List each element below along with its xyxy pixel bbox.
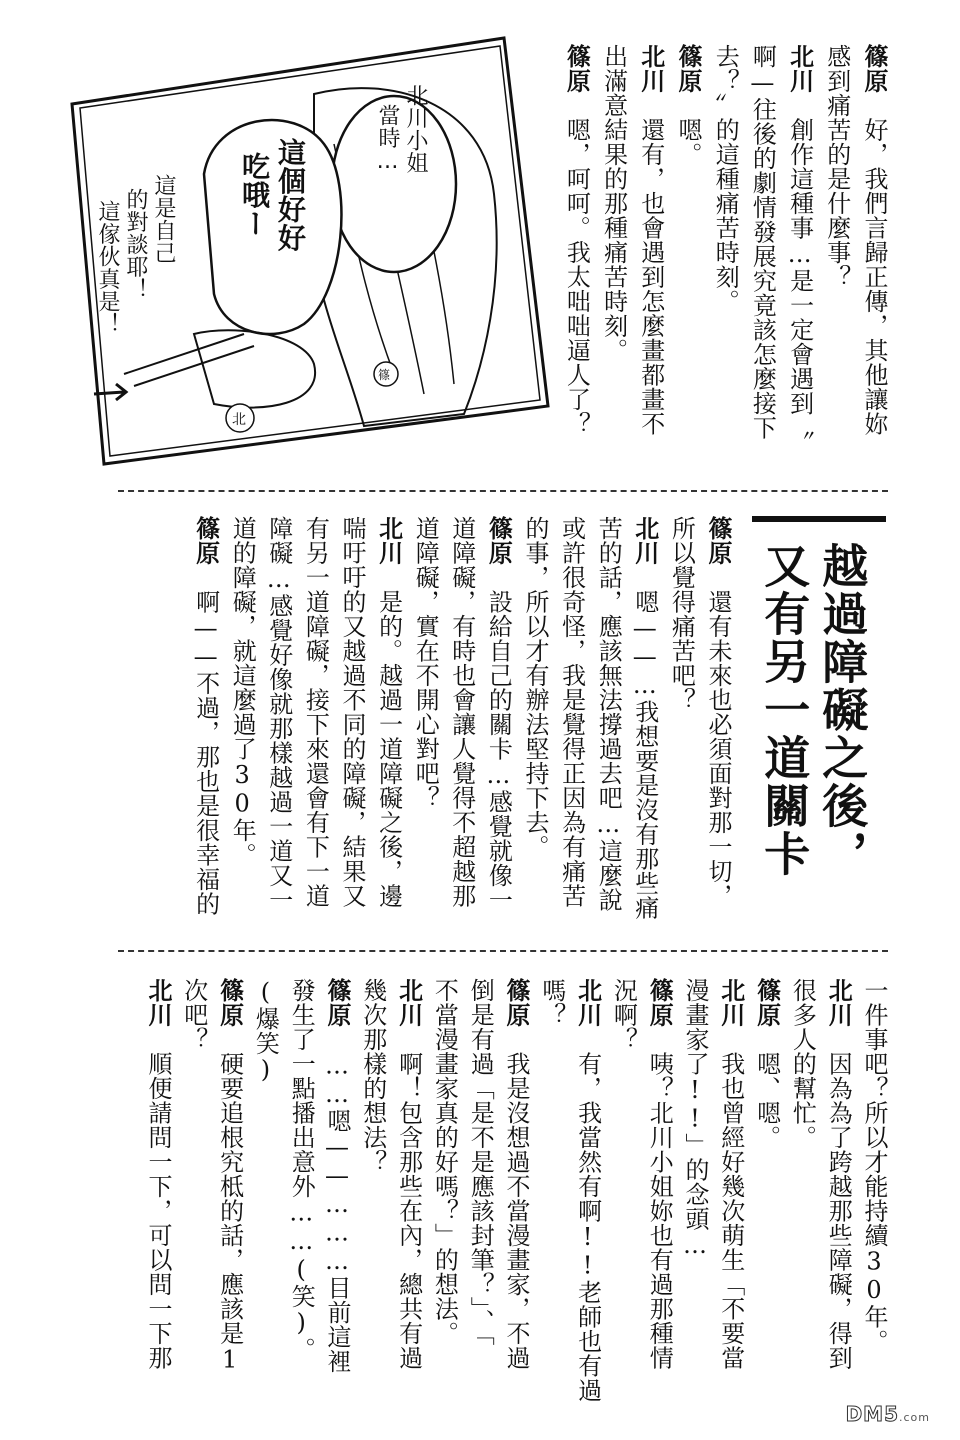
dialogue-text: 我是沒想過不當漫畫家，不過 (502, 1051, 530, 1370)
section-title-line-2: 又有另一道關卡 (757, 542, 812, 878)
dialogue-line (504, 978, 528, 1370)
dialogue-line (215, 978, 244, 1374)
dialogue-line (752, 978, 781, 1150)
speaker-name: 北川 (716, 978, 745, 1027)
dialogue-text: 創作這種事…是一定會遇到〝 (785, 117, 814, 440)
badge-kita: 北 (232, 412, 246, 428)
bubble-big-line-2: 吃哦ー (238, 152, 271, 238)
section-title-line-1: 越過障礙之後， (815, 542, 870, 878)
speaker-gap (375, 565, 403, 590)
dialogue-line (146, 978, 170, 1370)
dialogue-line (711, 44, 740, 314)
dialogue-text: 嗯——…我想要是沒有那些痛 (630, 589, 659, 920)
speaker-gap (860, 93, 888, 118)
dialogue-text: 道障礙，有時也會讓人覺得不超越那 (447, 516, 476, 908)
bubble-big-line-1: 這個好好 (274, 138, 307, 252)
speaker-gap (674, 93, 702, 118)
speaker-name: 篠原 (191, 516, 220, 565)
dialogue-text: 障礙…感覺好像就那樣越過一道又一 (264, 516, 293, 912)
dialogue-line (325, 978, 349, 1374)
dialogue-text: 咦？北川小姐妳也有過那種情 (645, 1051, 674, 1370)
dialogue-line (394, 978, 423, 1370)
dialogue-line (636, 44, 665, 436)
divider-bottom (118, 950, 888, 952)
title-bar (752, 516, 886, 522)
speaker-gap (395, 1027, 423, 1052)
dialogue-line (447, 516, 476, 908)
speaker-gap (484, 565, 512, 590)
speaker-gap (216, 1027, 244, 1052)
dialogue-line (358, 978, 387, 1174)
dialogue-text: 很多人的幫忙。 (788, 978, 817, 1150)
speaker-name: 篠原 (215, 978, 244, 1027)
speaker-name: 北川 (824, 978, 853, 1027)
dialogue-text: 不當漫畫家真的好嗎？」的想法。 (430, 978, 459, 1346)
speaker-gap (502, 1027, 530, 1052)
dialogue-text: 一件事吧？所以才能持續30年。 (860, 978, 888, 1354)
speaker-gap (717, 1027, 745, 1052)
dialogue-text: 出滿意結果的那種痛苦時刻。 (599, 44, 628, 363)
dialogue-line (824, 978, 853, 1370)
speaker-name: 北川 (630, 516, 659, 565)
divider-top (118, 490, 888, 492)
dialogue-line (557, 516, 586, 908)
speaker-name: 北川 (573, 978, 602, 1027)
dialogue-text: 的事，所以才有辦法堅持下去。 (521, 516, 549, 859)
dialogue-text: 還有未來也必須面對那一切， (704, 589, 732, 908)
dialogue-text: 喘吁吁的又越過不同的障礙，結果又 (338, 516, 366, 908)
dialogue-line (599, 44, 628, 363)
dialogue-text: 有，我當然有啊!!老師也有過 (573, 1051, 602, 1403)
dialogue-line (466, 978, 495, 1346)
dialogue-text: (爆笑) (251, 978, 280, 1084)
dialogue-text: 幾次那樣的想法？ (358, 978, 387, 1174)
speaker-gap (323, 1027, 351, 1052)
dialogue-line (862, 978, 886, 1354)
bubble-small-line-1: 北川小姐 (403, 84, 428, 174)
dialogue-text: 嗯、嗯。 (752, 1051, 781, 1150)
speaker-name: 北川 (636, 44, 665, 93)
speaker-name: 篠原 (752, 978, 781, 1027)
dialogue-line (788, 978, 817, 1150)
dialogue-text: 苦的話，應該無法撐過去吧…這麼說 (594, 516, 623, 912)
dialogue-line (573, 978, 602, 1403)
dialogue-text: 或許很奇怪，我是覺得正因為有痛苦 (557, 516, 586, 908)
dialogue-text: 況啊？ (609, 978, 638, 1052)
dialogue-line (430, 978, 459, 1346)
dialogue-line (287, 978, 316, 1362)
dialogue-text: 硬要追根究柢的話，應該是1 (215, 1051, 244, 1374)
side-note-line-2: 的對談耶！ (123, 188, 148, 301)
dialogue-line (594, 516, 623, 912)
speaker-gap (574, 1027, 602, 1052)
dialogue-line (301, 516, 330, 908)
dialogue-line (706, 516, 730, 908)
dialogue-text: 所以覺得痛苦吧？ (667, 516, 696, 712)
dialogue-line (822, 44, 851, 289)
badge-shino: 篠 (378, 368, 391, 382)
dialogue-text: 啊—往後的劇情發展究竟該怎麼接下 (748, 44, 777, 440)
speaker-name: 篠原 (323, 978, 351, 1027)
site-logo: DM5.com (845, 1402, 930, 1426)
speaker-gap (786, 93, 814, 118)
dialogue-text: 還有，也會遇到怎麼畫都畫不 (636, 117, 665, 436)
dialogue-line (228, 516, 257, 867)
speaker-gap (637, 93, 665, 118)
dialogue-text: 次吧？ (179, 978, 208, 1052)
speaker-name: 篠原 (502, 978, 530, 1027)
dialogue-line (748, 44, 777, 440)
speaker-gap (704, 565, 732, 590)
dialogue-line (179, 978, 208, 1052)
dialogue-text: 設給自己的關卡…感覺就像一 (484, 589, 513, 912)
dialogue-line (676, 44, 700, 167)
dialogue-line (374, 516, 403, 908)
dialogue-line (716, 978, 745, 1370)
speaker-gap (562, 93, 590, 118)
dialogue-line (609, 978, 638, 1052)
side-note-line-3: 這傢伙真是！ (95, 200, 120, 335)
dialogue-text: 倒是有過「是不是應該封筆？」、「 (466, 978, 495, 1346)
speaker-gap (192, 565, 220, 590)
dialogue-text: 道障礙，實在不開心對吧？ (411, 516, 440, 810)
dialogue-text: 啊！包含那些在內，總共有過 (394, 1051, 423, 1370)
dialogue-line (630, 516, 659, 920)
speaker-gap (645, 1027, 673, 1052)
side-note-line-1: 這是自己 (151, 174, 176, 264)
speaker-name: 北川 (374, 516, 403, 565)
dialogue-line (537, 978, 566, 1027)
dialogue-text: 發生了一點播出意外……(笑)。 (287, 978, 316, 1362)
speaker-name: 篠原 (704, 516, 732, 565)
dialogue-text: 嗯。 (674, 117, 702, 167)
dialogue-text: ……嗯——………目前這裡 (323, 1051, 351, 1374)
dialogue-text: 道的障礙，就這麼過了30年。 (228, 516, 257, 867)
speaker-name: 北川 (785, 44, 814, 93)
dialogue-line (645, 978, 674, 1370)
dialogue-text: 漫畫家了!!」的念頭… (681, 978, 709, 1260)
speaker-name: 篠原 (562, 44, 591, 93)
speaker-name: 篠原 (860, 44, 888, 93)
speaker-gap (631, 565, 659, 590)
dialogue-text: 嗯，呵呵。我太咄咄逼人了？ (562, 117, 591, 436)
dialogue-line (862, 44, 886, 436)
speaker-name: 篠原 (674, 44, 702, 93)
speaker-name: 篠原 (484, 516, 513, 565)
dialogue-line (667, 516, 696, 712)
dialogue-line (251, 978, 280, 1084)
speaker-gap (144, 1027, 172, 1052)
speaker-gap (824, 1027, 852, 1052)
dialogue-text: 順便請問一下，可以問一下那 (144, 1051, 172, 1370)
dialogue-line (340, 516, 364, 908)
dialogue-text: 嗎？ (537, 978, 566, 1027)
dialogue-text: 好，我們言歸正傳，其他讓妳 (860, 117, 888, 436)
dialogue-line (562, 44, 591, 436)
dialogue-line (523, 516, 547, 859)
dialogue-text: 是的。越過一道障礙之後，邊 (374, 589, 403, 908)
bubble-small-line-2: 當時… (375, 104, 400, 175)
speaker-name: 北川 (394, 978, 423, 1027)
dialogue-line (411, 516, 440, 810)
dialogue-text: 啊——不過，那也是很幸福的 (191, 589, 220, 916)
dialogue-text: 我也曾經好幾次萌生「不要當 (716, 1051, 745, 1370)
dialogue-text: 因為為了跨越那些障礙，得到 (824, 1051, 853, 1370)
dialogue-line (264, 516, 293, 912)
dialogue-line (683, 978, 707, 1260)
speaker-name: 篠原 (645, 978, 674, 1027)
dialogue-text: 感到痛苦的是什麼事？ (822, 44, 851, 289)
speaker-name: 北川 (144, 978, 172, 1027)
dialogue-line (484, 516, 513, 912)
dialogue-line (191, 516, 220, 916)
speaker-gap (753, 1027, 781, 1052)
dialogue-line (785, 44, 814, 440)
dialogue-text: 有另一道障礙，接下來還會有下一道 (301, 516, 330, 908)
dialogue-text: 去？〞的這種痛苦時刻。 (711, 44, 740, 314)
